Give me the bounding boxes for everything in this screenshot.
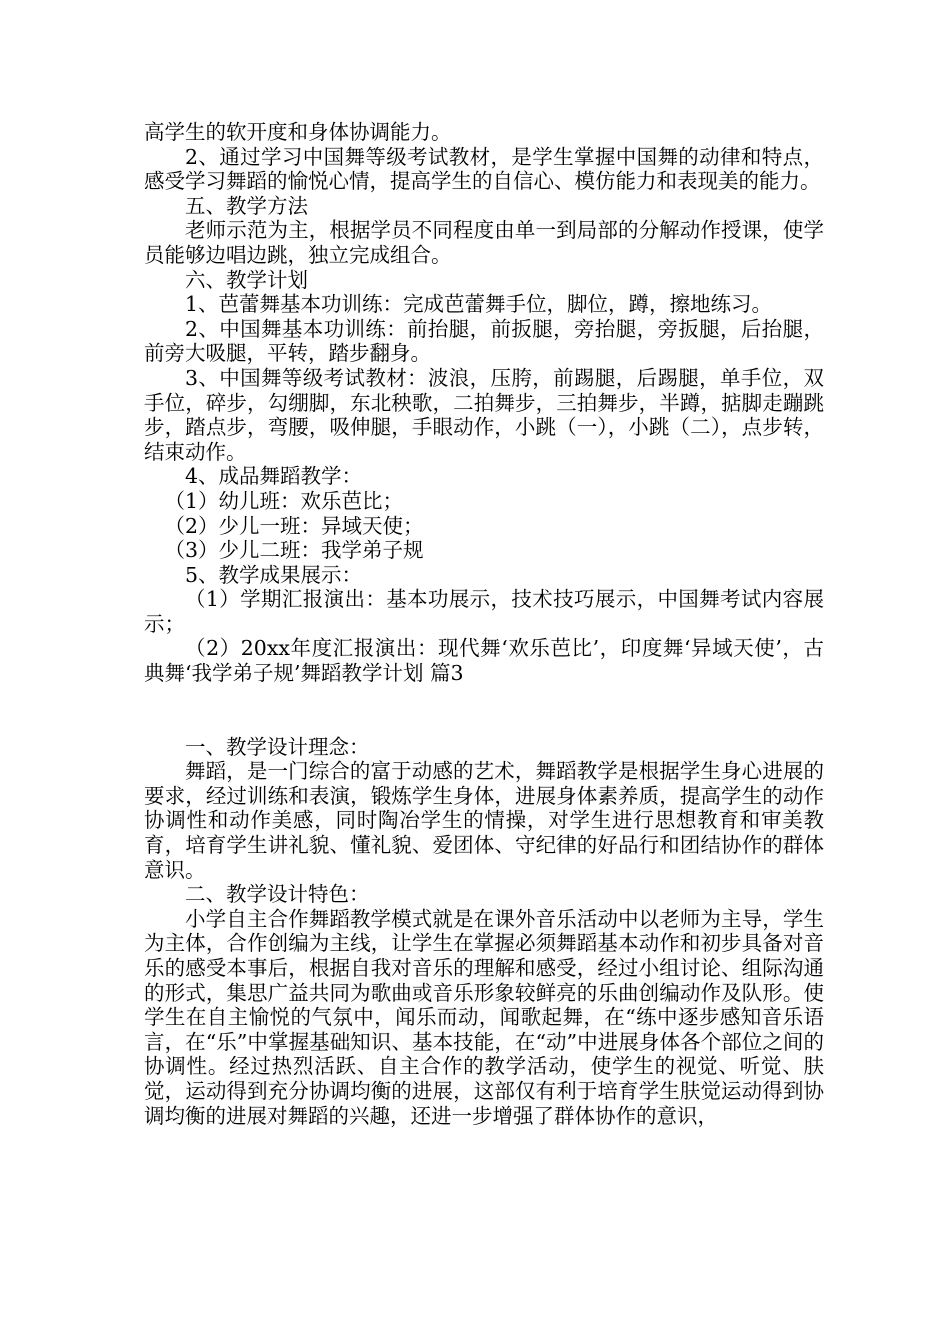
paragraph: 老师示范为主，根据学员不同程度由单一到局部的分解动作授课，使学员能够边唱边跳，独立完成组合。 [144, 218, 824, 267]
paragraph: 高学生的软开度和身体协调能力。 [144, 120, 452, 144]
paragraph: 3、中国舞等级考试教材：波浪，压胯，前踢腿，后踢腿，单手位，双手位，碎步，勾绷脚，东北秧歌，二拍舞步，三拍舞步，半蹲，掂脚走蹦跳步，踏点步，弯腰，吸伸腿，手眼动作，小跳（一），小跳（二），点步转，结束动作。 [144, 365, 824, 464]
paragraph: （2）20xx年度汇报演出：现代舞‘欢乐芭比’，印度舞‘异域天使’，古典舞‘我学弟子规’舞蹈教学计划 篇3 [144, 636, 824, 686]
paragraph: 1、芭蕾舞基本功训练：完成芭蕾舞手位，脚位，蹲，擦地练习。 [185, 292, 773, 317]
section-heading: 六、教学计划 [185, 267, 308, 292]
paragraph: 2、通过学习中国舞等级考试教材，是学生掌握中国舞的动律和特点，感受学习舞蹈的愉悦心情，提高学生的自信心、模仿能力和表现美的能力。 [144, 144, 824, 194]
section-spacer [144, 686, 824, 735]
paragraph: 小学自主合作舞蹈教学模式就是在课外音乐活动中以老师为主导，学生为主体，合作创编为主线，让学生在掌握必须舞蹈基本动作和初步具备对音乐的感受本事后，根据自我对音乐的理解和感受，经过小组讨论、组际沟通的形式，集思广益共同为歌曲或音乐形象较鲜亮的乐曲创编动作及队形。使学生在自主愉悦的气氛中，闻乐而动，闻歌起舞，在“练中逐步感知音乐语言，在“乐”中掌握基础知识、基本技能，在“动”中进展身体各个部位之间的协调性。经过热烈活跃、自主合作的教学活动，使学生的视觉、听觉、肤觉，运动得到充分协调均衡的进展，这部仅有利于培育学生肤觉运动得到协调均衡的进展对舞蹈的兴趣，还进一步增强了群体协作的意识， [144, 906, 824, 1128]
section-teaching-plan [144, 120, 824, 686]
section-heading: 五、教学方法 [185, 193, 308, 218]
paragraph: （1）学期汇报演出：基本功展示，技术技巧展示，中国舞考试内容展示； [144, 587, 824, 636]
list-item: （1）幼儿班：欢乐芭比； [164, 488, 404, 513]
list-item: （2）少儿一班：异域天使； [164, 513, 424, 538]
paragraph: 2、中国舞基本功训练：前抬腿，前扳腿，旁抬腿，旁扳腿，后抬腿，前旁大吸腿，平转，踏步翻身。 [144, 316, 824, 366]
section-teaching-design [144, 735, 824, 1129]
document-page [144, 120, 824, 1128]
paragraph: 5、教学成果展示： [185, 562, 363, 587]
paragraph: 舞蹈，是一门综合的富于动感的艺术，舞蹈教学是根据学生身心进展的要求，经过训练和表演，锻炼学生身体，进展身体素养质，提高学生的动作协调性和动作美感，同时陶冶学生的情操，对学生进行思想教育和审美教育，培育学生讲礼貌、懂礼貌、爱团体、守纪律的好品行和团结协作的群体意识。 [144, 759, 824, 882]
section-heading: 二、教学设计特色： [185, 882, 370, 907]
section-heading: 一、教学设计理念： [185, 734, 370, 759]
paragraph: 4、成品舞蹈教学： [185, 464, 363, 489]
list-item: （3）少儿二班：我学弟子规 [164, 538, 424, 563]
